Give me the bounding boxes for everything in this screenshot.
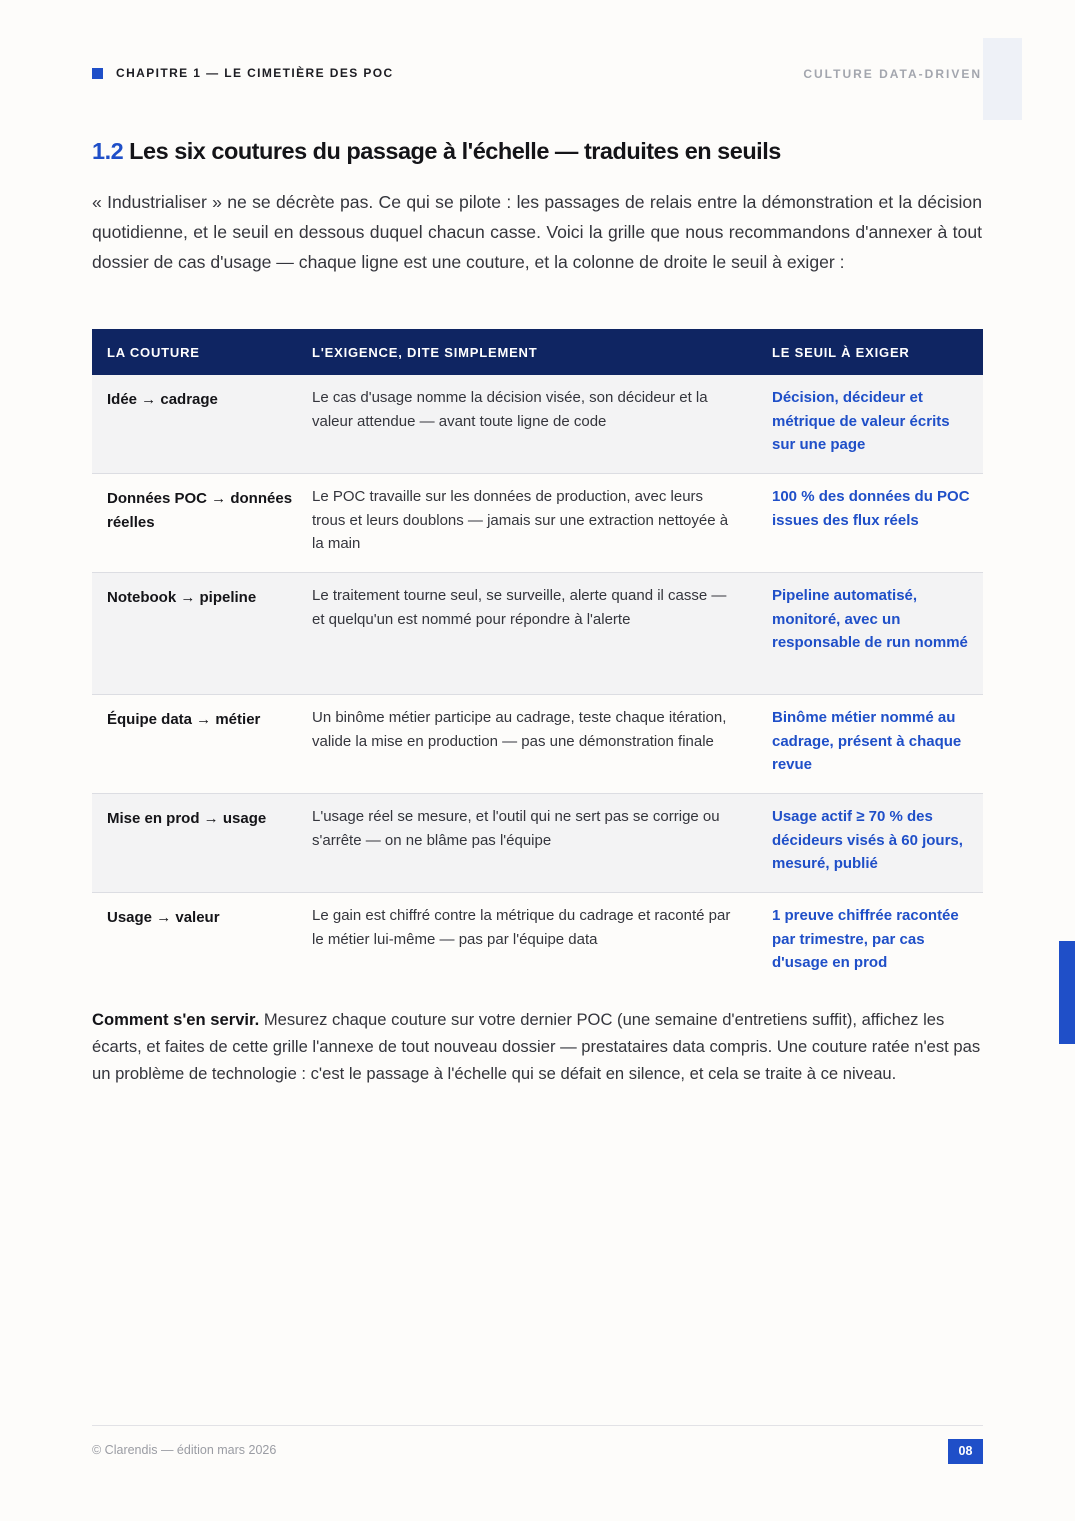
chapter-marker [92,68,103,79]
row-threshold: 1 preuve chiffrée racontée par trimestre, par cas d'usage en prod [772,907,959,971]
usage-body: Mesurez chaque couture sur votre dernier POC (une semaine d'entretiens suffit), affichez les écarts, et faites de cette grille l'annexe de tout nouveau dossier — prestataires data compris. Une couture ratée n'est pas un problème de technologie : c'est le passage à l'échelle qui se défait en silence, et cela se traite à ce niveau. [92,1010,981,1083]
chapter-label: CHAPITRE 1 — LE CIMETIÈRE DES POC [116,66,394,80]
row-threshold: Binôme métier nommé au cadrage, présent à chaque revue [772,709,962,773]
row-seam: Usage → valeur [107,909,220,926]
row-seam: Équipe data → métier [107,711,261,728]
usage-lead: Comment s'en servir. [92,1010,260,1029]
row-requirement: Le POC travaille sur les données de production, avec leurs trous et leurs doublons — jamais sur une extraction nettoyée à la main [312,488,729,552]
row-seam: Idée → cadrage [107,391,218,408]
row-seam: Notebook → pipeline [107,589,257,606]
table-row [92,794,983,893]
table-row [92,893,983,987]
section-number: 1.2 [92,138,124,164]
row-threshold: Usage actif ≥ 70 % des décideurs visés à 60 jours, mesuré, publié [772,808,963,872]
seams-table [92,329,983,987]
chapter-numeral-decoration [983,38,1022,120]
page-number: 08 [948,1439,983,1464]
row-seam: Mise en prod → usage [107,810,267,827]
row-threshold: 100 % des données du POC issues des flux réels [772,488,970,529]
row-requirement: Le cas d'usage nomme la décision visée, son décideur et la valeur attendue — avant toute ligne de code [312,389,708,430]
row-threshold: Décision, décideur et métrique de valeur écrits sur une page [772,389,950,453]
header-threshold: LE SEUIL À EXIGER [772,344,910,360]
row-threshold: Pipeline automatisé, monitoré, avec un responsable de run nommé [772,587,968,651]
footer-copyright: © Clarendis — édition mars 2026 [92,1443,277,1457]
table-row [92,695,983,794]
running-head: CULTURE DATA-DRIVEN [803,67,982,81]
table-row [92,573,983,695]
row-requirement: Le gain est chiffré contre la métrique du cadrage et raconté par le métier lui-même — pas par l'équipe data [312,907,731,948]
row-seam: Données POC → données réelles [107,490,293,531]
table-row [92,375,983,474]
chapter-tab-marker [1059,941,1075,1044]
row-requirement: Le traitement tourne seul, se surveille, alerte quand il casse — et quelqu'un est nommé pour répondre à l'alerte [312,587,727,628]
usage-paragraph [92,1006,982,1087]
table-row [92,474,983,573]
section-title [92,138,781,165]
footer-divider [92,1425,983,1426]
row-requirement: L'usage réel se mesure, et l'outil qui ne sert pas se corrige ou s'arrête — on ne blâme pas l'équipe [312,808,720,849]
section-title-text: Les six coutures du passage à l'échelle — traduites en seuils [129,138,781,164]
table-header [92,329,983,375]
row-requirement: Un binôme métier participe au cadrage, teste chaque itération, valide la mise en production — pas une démonstration finale [312,709,727,750]
header-requirement: L'EXIGENCE, DITE SIMPLEMENT [312,344,538,360]
intro-paragraph: « Industrialiser » ne se décrète pas. Ce qui se pilote : les passages de relais entre la démonstration et la décision quotidienne, et le seuil en dessous duquel chacun casse. Voici la grille que nous recommandons d'annexer à tout dossier de cas d'usage — chaque ligne est une couture, et la colonne de droite le seuil à exiger : [92,192,982,272]
header-seam: LA COUTURE [107,344,200,360]
